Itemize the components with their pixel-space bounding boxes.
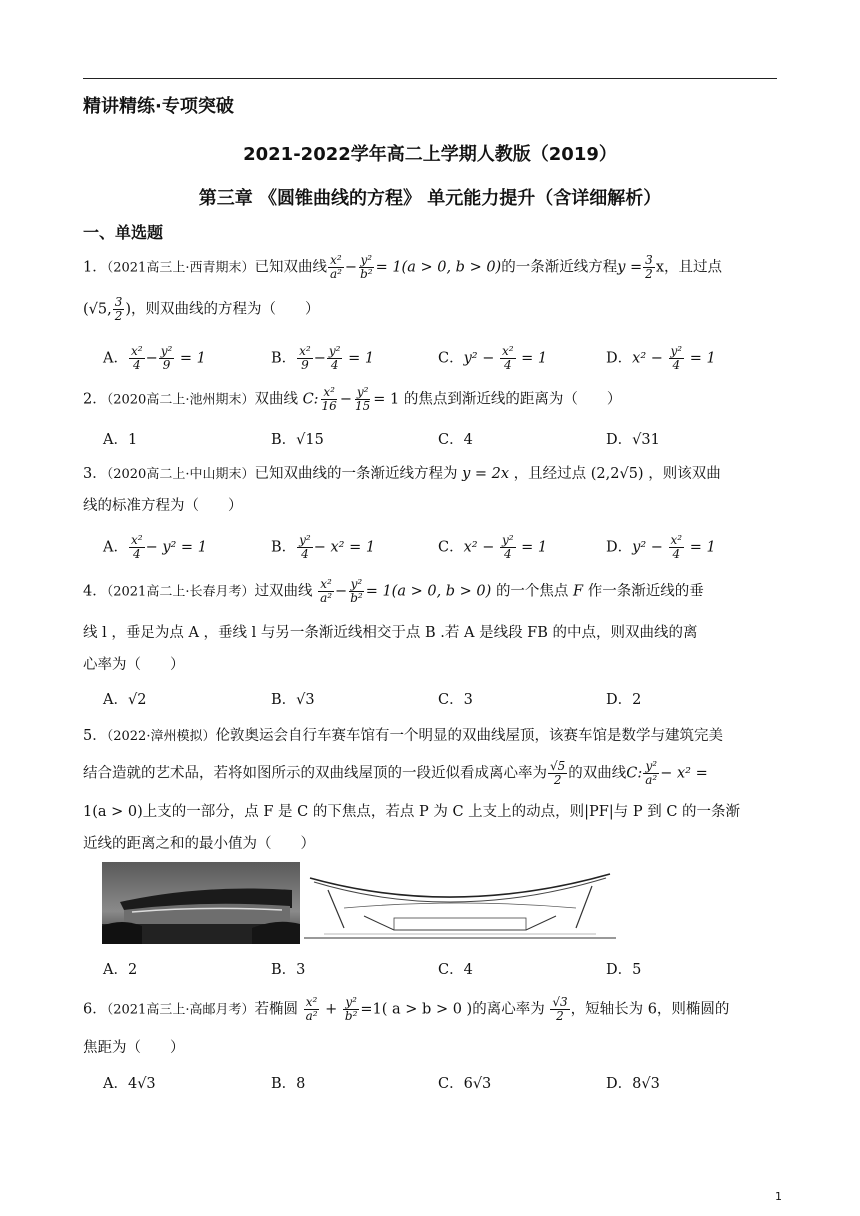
q4-option-c[interactable]: C．3 — [438, 692, 473, 708]
question-5-line-2: 结合造就的艺术品，若将如图所示的双曲线屋顶的一段近似看成离心率为 $\frac{√5}{2}$ 的双曲线C: $\frac{\text{y²}}{\text{a²}}$ − x² = — [83, 759, 708, 787]
page-number: 1 — [775, 1190, 782, 1203]
document-subtitle: 第三章 《圆锥曲线的方程》 单元能力提升（含详细解析） — [198, 188, 662, 209]
q3-option-b[interactable]: B． $\frac{\text{y²}}{4}$ − x² = 1 — [271, 533, 376, 561]
question-5-line-3: 1(a > 0)上支的一部分，点 F 是 C 的下焦点，若点 P 为 C 上支上的动点，则|PF|与 P 到 C 的一条渐 — [83, 804, 741, 820]
q4-option-d[interactable]: D．2 — [606, 692, 642, 708]
q5-option-c[interactable]: C．4 — [438, 962, 473, 978]
q1-option-b[interactable]: B． $\frac{\text{x²}}{9}$ − $\frac{\text{y²}}{4}$ = 1 — [271, 344, 375, 372]
question-2-line-1: 2．（2020高二上·池州期末）双曲线 C: $\frac{\text{x²}}{16}$ − $\frac{\text{y²}}{15}$ = 1 的焦点到渐近线的距离为（ ） — [83, 385, 622, 413]
q2-option-a[interactable]: A．1 — [103, 432, 138, 448]
q5-option-b[interactable]: B．3 — [271, 962, 306, 978]
question-4-line-2: 线 l ，垂足为点 A ，垂线 l 与另一条渐近线相交于点 B .若 A 是线段 FB 的中点，则双曲线的离 — [83, 625, 698, 641]
header-rule — [83, 78, 777, 79]
q5-option-a[interactable]: A．2 — [103, 962, 138, 978]
question-3-line-2: 线的标准方程为（ ） — [83, 498, 243, 514]
document-title: 2021-2022学年高二上学期人教版（2019） — [243, 144, 617, 165]
question-4-line-3: 心率为（ ） — [83, 657, 185, 673]
q3-option-d[interactable]: D．y² − $\frac{\text{x²}}{4}$ = 1 — [606, 533, 716, 561]
q6-option-a[interactable]: A．4√3 — [103, 1076, 156, 1092]
velodrome-section-drawing — [304, 868, 616, 944]
q1-option-d[interactable]: D．x² − $\frac{\text{y²}}{4}$ = 1 — [606, 344, 716, 372]
section-heading: 一、单选题 — [83, 223, 164, 242]
q3-option-c[interactable]: C．x² − $\frac{\text{y²}}{4}$ = 1 — [438, 533, 548, 561]
brand-title: 精讲精练·专项突破 — [83, 96, 234, 117]
question-4-line-1: 4．（2021高二上·长春月考）过双曲线 $\frac{\text{x²}}{\text{a²}}$ − $\frac{\text{y²}}{\text{b²}}$ = 1(a > 0, b > 0) 的一个焦点 F 作一条渐近线的垂 — [83, 577, 704, 605]
q6-option-b[interactable]: B．8 — [271, 1076, 306, 1092]
q2-option-d[interactable]: D．√31 — [606, 432, 660, 448]
velodrome-photo — [102, 862, 300, 944]
question-6-line-2: 焦距为（ ） — [83, 1040, 185, 1056]
q1-option-c[interactable]: C．y² − $\frac{\text{x²}}{4}$ = 1 — [438, 344, 548, 372]
question-5-line-1: 5．（2022·漳州模拟）伦敦奥运会自行车赛车馆有一个明显的双曲线屋顶，该赛车馆是数学与建筑完美 — [83, 728, 723, 744]
q4-option-b[interactable]: B．√3 — [271, 692, 315, 708]
q1-option-a[interactable]: A． $\frac{\text{x²}}{4}$ − $\frac{\text{y²}}{9}$ = 1 — [103, 344, 206, 372]
q6-option-d[interactable]: D．8√3 — [606, 1076, 660, 1092]
q6-option-c[interactable]: C．6√3 — [438, 1076, 492, 1092]
question-5-line-4: 近线的距离之和的最小值为（ ） — [83, 836, 315, 852]
q2-option-c[interactable]: C．4 — [438, 432, 473, 448]
question-1-line-2: (√5, $\frac{3}{2}$ )，则双曲线的方程为（ ） — [83, 295, 320, 323]
q4-option-a[interactable]: A．√2 — [103, 692, 147, 708]
question-3-line-1: 3．（2020高二上·中山期末）已知双曲线的一条渐近线方程为 y = 2x ，且经过点 (2,2√5) ，则该双曲 — [83, 466, 721, 482]
q3-option-a[interactable]: A． $\frac{\text{x²}}{4}$ − y² = 1 — [103, 533, 207, 561]
q2-option-b[interactable]: B．√15 — [271, 432, 324, 448]
question-6-line-1: 6．（2021高三上·高邮月考）若椭圆 $\frac{\text{x²}}{\text{a²}}$ + $\frac{\text{y²}}{\text{b²}}$ =1( a > b > 0 )的离心率为 $\frac{√3}{2}$ ，短轴长为 6，则椭圆的 — [83, 995, 730, 1023]
question-1-line-1: 1．（2021高三上·西青期末）已知双曲线 $\frac{\text{x²}}{\text{a²}}$ − $\frac{\text{y²}}{\text{b²}}$ = 1(a > 0, b > 0)的一条渐近线方程y = $\frac{3}{2}$ x，且过点 — [83, 253, 722, 281]
q5-option-d[interactable]: D．5 — [606, 962, 642, 978]
